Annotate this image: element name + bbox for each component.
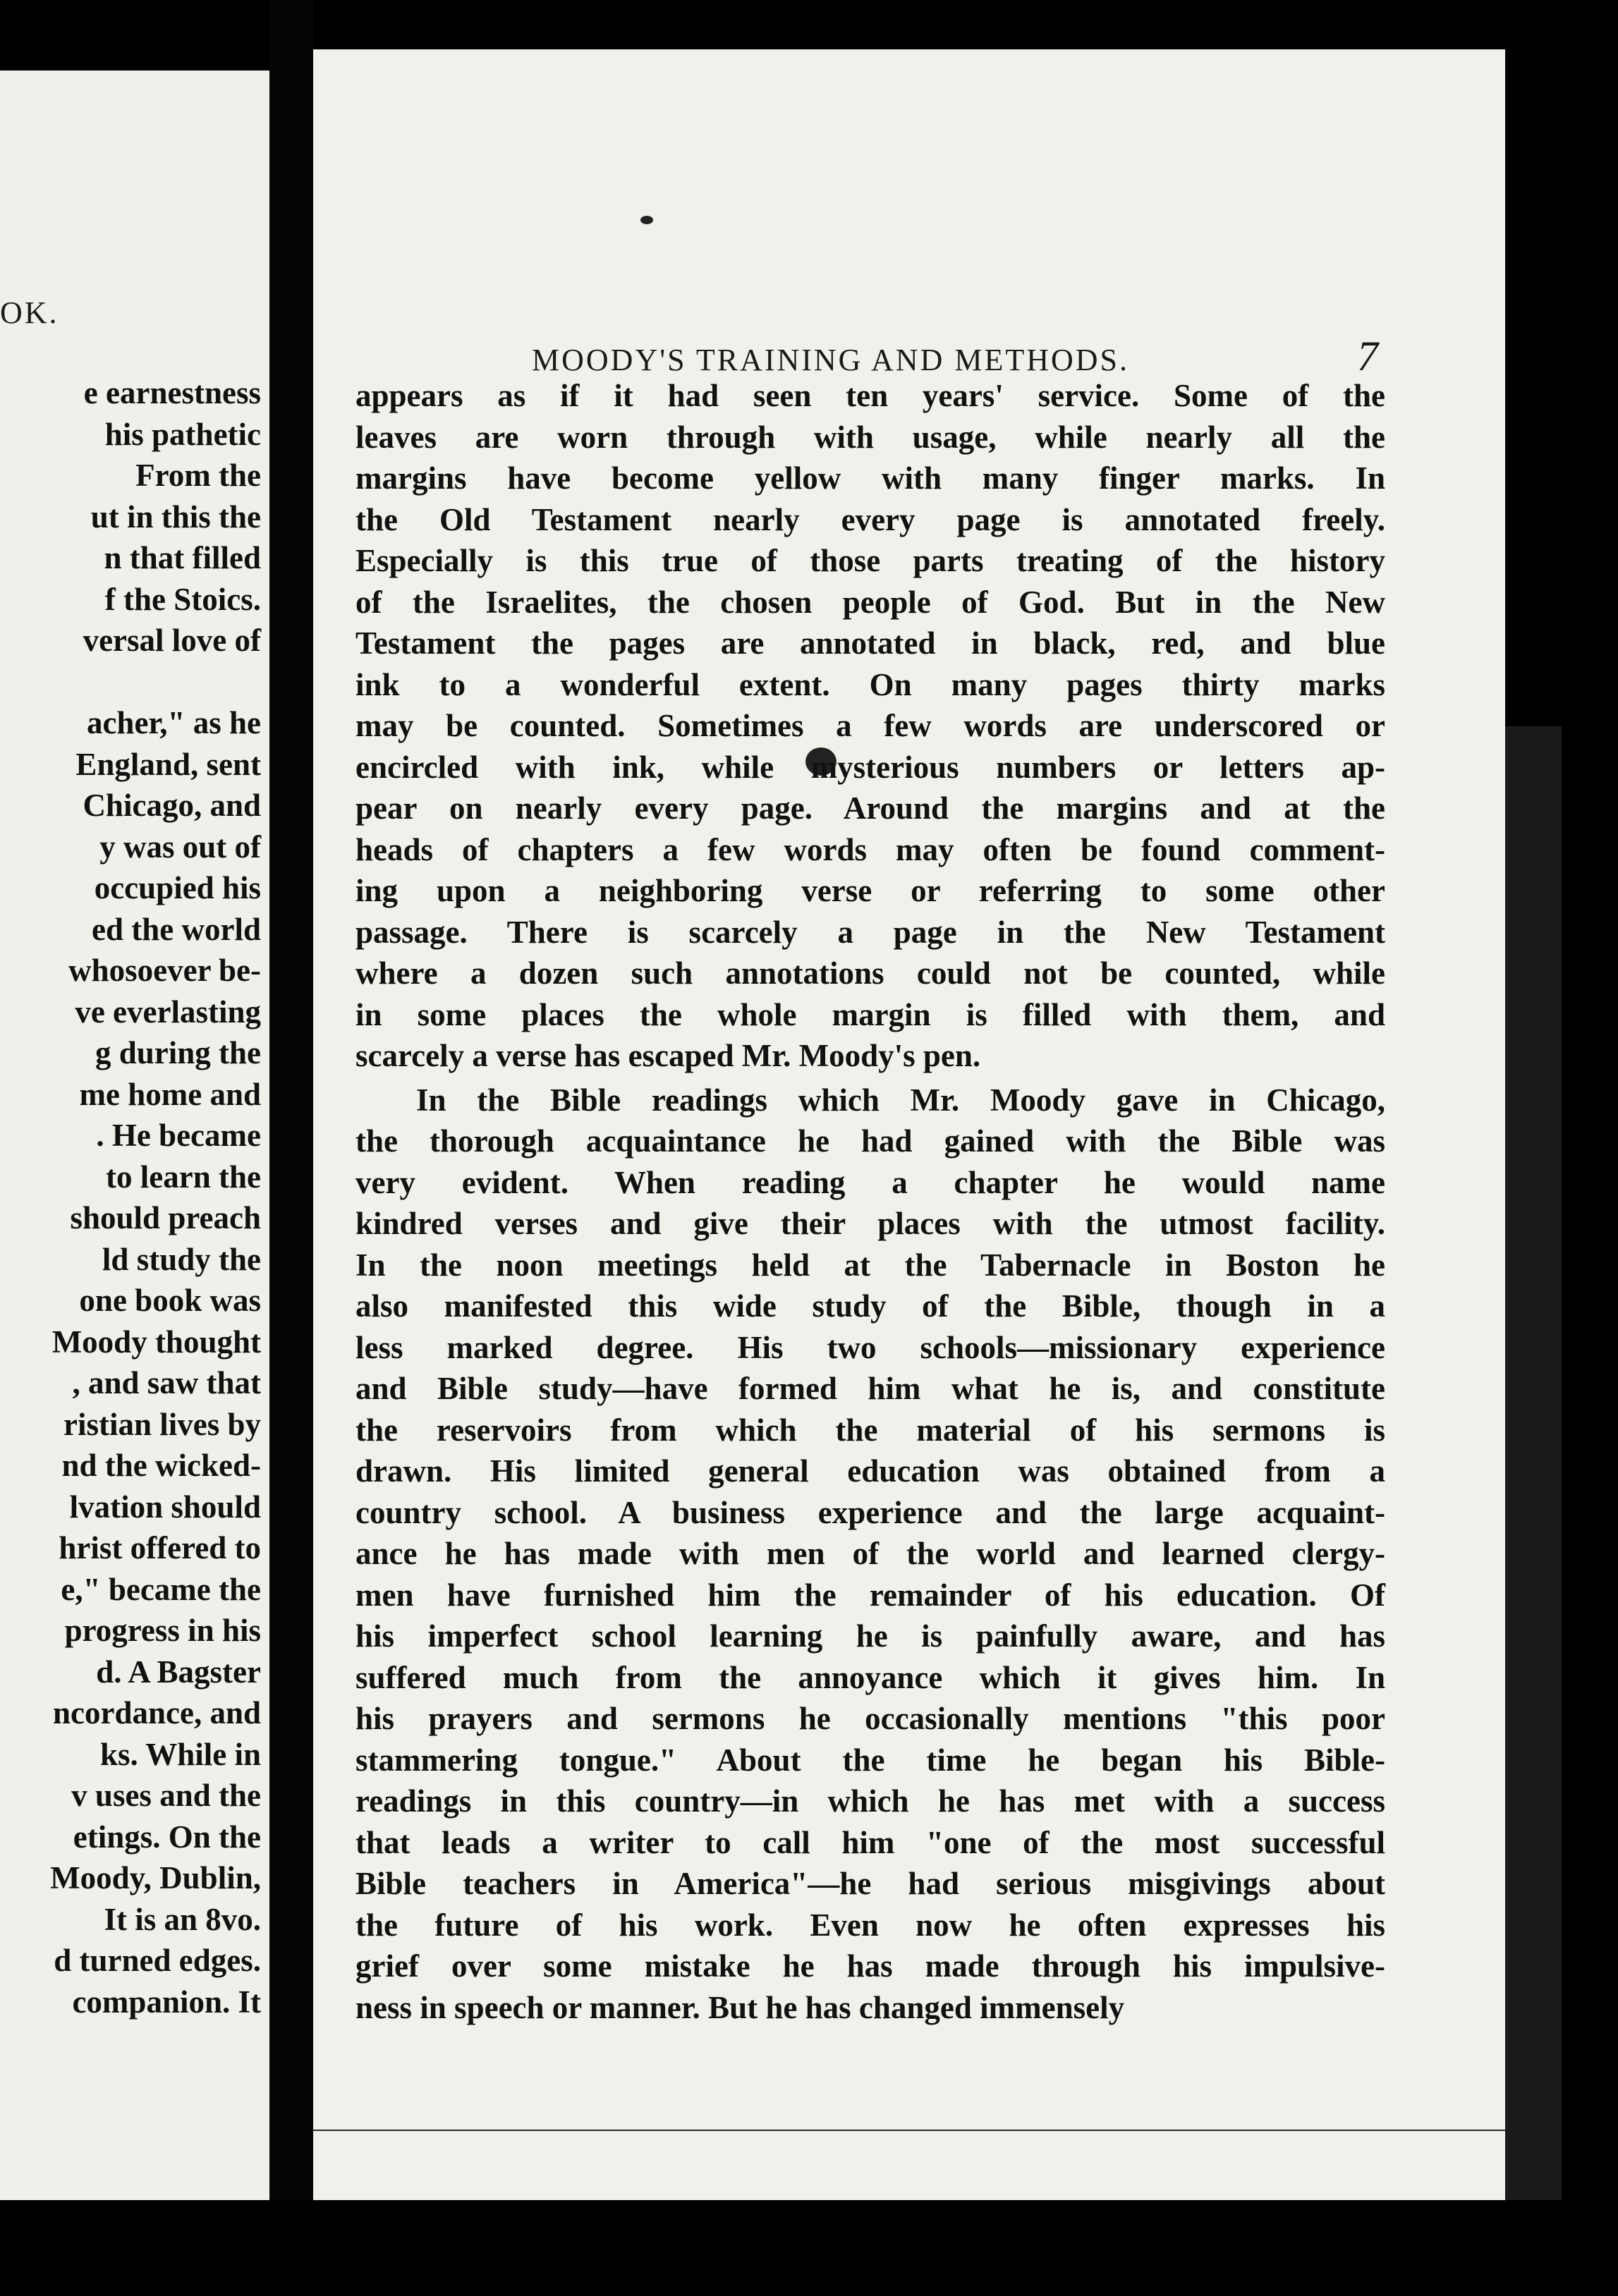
text-line: ed the world xyxy=(92,911,261,947)
text-line: in some places the whole margin is filled with them, and xyxy=(355,996,1385,1032)
paragraph xyxy=(355,1080,1385,2029)
text-line: d. A Bagster xyxy=(96,1654,261,1690)
text-line: ristian lives by xyxy=(63,1406,261,1442)
text-line: In the noon meetings held at the Tabernacle in Boston he xyxy=(355,1247,1385,1283)
text-line: passage. There is scarcely a page in the New Testament xyxy=(355,914,1385,950)
text-line: companion. It xyxy=(72,1984,261,2020)
text-line: should preach xyxy=(70,1200,261,1235)
text-line: kindred verses and give their places with the utmost facility. xyxy=(355,1206,1385,1241)
text-line: grief over some mistake he has made through his impulsive- xyxy=(355,1948,1385,1984)
text-line: e earnestness xyxy=(83,375,261,410)
text-line: hrist offered to xyxy=(59,1530,261,1565)
text-line: g during the xyxy=(95,1035,261,1070)
text-line: also manifested this wide study of the Bible, though in a xyxy=(355,1288,1385,1324)
text-line: the Old Testament nearly every page is annotated freely. xyxy=(355,501,1385,537)
text-line: etings. On the xyxy=(73,1819,261,1855)
right-page xyxy=(313,49,1505,2200)
text-line: Chicago, and xyxy=(83,788,261,823)
text-line: Moody, Dublin, xyxy=(50,1860,261,1895)
text-line: ve everlasting xyxy=(75,994,261,1030)
bottom-rule xyxy=(313,2130,1505,2131)
body-text xyxy=(355,375,1385,2028)
page-number: 7 xyxy=(1357,333,1378,379)
text-line: d turned edges. xyxy=(54,1943,261,1978)
text-line: Especially is this true of those parts treating of the history xyxy=(355,543,1385,578)
text-line: v uses and the xyxy=(71,1778,261,1813)
text-line: me home and xyxy=(79,1076,261,1112)
text-line: progress in his xyxy=(64,1613,261,1648)
text-line: ut in this the xyxy=(90,499,261,535)
text-line: acher," as he xyxy=(86,705,261,740)
text-line: ance he has made with men of the world and learned clergy- xyxy=(355,1536,1385,1571)
text-line: the reservoirs from which the material of his sermons is xyxy=(355,1412,1385,1448)
text-line: . He became xyxy=(96,1118,261,1153)
text-line: scarcely a verse has escaped Mr. Moody's pen. xyxy=(355,1038,981,1073)
text-line: Bible teachers in America"—he had serious misgivings about xyxy=(355,1866,1385,1901)
text-line: men have furnished him the remainder of his education. Of xyxy=(355,1577,1385,1613)
left-running-head: OK. xyxy=(0,295,59,330)
text-line: leaves are worn through with usage, while nearly all the xyxy=(355,419,1385,455)
text-line: England, sent xyxy=(75,746,261,782)
text-line: ncordance, and xyxy=(52,1695,261,1730)
running-title: MOODY'S TRAINING AND METHODS. xyxy=(532,343,1130,377)
text-line: his pathetic xyxy=(104,416,261,452)
text-line: occupied his xyxy=(94,870,261,905)
text-line: n that filled xyxy=(104,540,261,575)
text-line: From the xyxy=(135,458,261,493)
text-line: ness in speech or manner. But he has changed immensely xyxy=(355,1989,1125,2025)
ink-speck xyxy=(640,216,653,224)
text-line: ink to a wonderful extent. On many pages thirty marks xyxy=(355,666,1385,702)
text-line: ks. While in xyxy=(99,1736,261,1772)
text-line: to learn the xyxy=(106,1159,261,1195)
text-line: that leads a writer to call him "one of the most successful xyxy=(355,1824,1385,1860)
text-line: one book was xyxy=(79,1283,261,1318)
text-line: y was out of xyxy=(99,829,261,865)
text-line: , and saw that xyxy=(72,1365,261,1400)
text-line: lvation should xyxy=(69,1489,261,1525)
text-line: may be counted. Sometimes a few words are underscored or xyxy=(355,708,1385,743)
text-line: whosoever be- xyxy=(68,953,261,988)
text-line: heads of chapters a few words may often be found comment- xyxy=(355,831,1385,867)
text-line xyxy=(0,661,261,703)
text-line: e," became the xyxy=(61,1571,261,1607)
text-line: his prayers and sermons he occasionally mentions "this poor xyxy=(355,1701,1385,1736)
page-edge xyxy=(1505,726,1562,2207)
text-line: the future of his work. Even now he often expresses his xyxy=(355,1907,1385,1943)
text-line: margins have become yellow with many finger marks. In xyxy=(355,460,1385,496)
paragraph xyxy=(355,375,1385,1077)
book-gutter xyxy=(269,0,313,2296)
text-line: pear on nearly every page. Around the margins and at the xyxy=(355,790,1385,826)
text-line: Moody thought xyxy=(51,1324,261,1360)
text-line: ld study the xyxy=(102,1241,261,1277)
text-line: less marked degree. His two schools—missionary experience xyxy=(355,1329,1385,1365)
text-line: f the Stoics. xyxy=(104,581,261,617)
left-page-text xyxy=(0,372,261,2022)
text-line: and Bible study—have formed him what he is, and constitute xyxy=(355,1371,1385,1406)
text-line: very evident. When reading a chapter he would name xyxy=(355,1164,1385,1200)
text-line: nd the wicked- xyxy=(61,1448,261,1483)
text-line: Testament the pages are annotated in black, red, and blue xyxy=(355,625,1385,661)
text-line: ing upon a neighboring verse or referring to some other xyxy=(355,873,1385,908)
text-line: In the Bible readings which Mr. Moody gave in Chicago, xyxy=(416,1082,1385,1118)
text-line: appears as if it had seen ten years' service. Some of the xyxy=(355,378,1385,413)
text-line: stammering tongue." About the time he began his Bible- xyxy=(355,1742,1385,1778)
text-line: country school. A business experience and the large acquaint- xyxy=(355,1494,1385,1530)
text-line: encircled with ink, while mysterious numbers or letters ap- xyxy=(355,749,1385,785)
text-line: his imperfect school learning he is painfully aware, and has xyxy=(355,1618,1385,1654)
text-line: drawn. His limited general education was obtained from a xyxy=(355,1453,1385,1489)
text-line: readings in this country—in which he has met with a success xyxy=(355,1783,1385,1819)
scan-border xyxy=(0,2200,1618,2296)
left-page xyxy=(0,71,269,2214)
text-line: versal love of xyxy=(83,623,261,658)
text-line: It is an 8vo. xyxy=(104,1901,261,1937)
text-line: where a dozen such annotations could not be counted, while xyxy=(355,955,1385,991)
text-line: suffered much from the annoyance which it gives him. In xyxy=(355,1659,1385,1695)
text-line: of the Israelites, the chosen people of God. But in the New xyxy=(355,584,1385,620)
text-line: the thorough acquaintance he had gained with the Bible was xyxy=(355,1123,1385,1159)
